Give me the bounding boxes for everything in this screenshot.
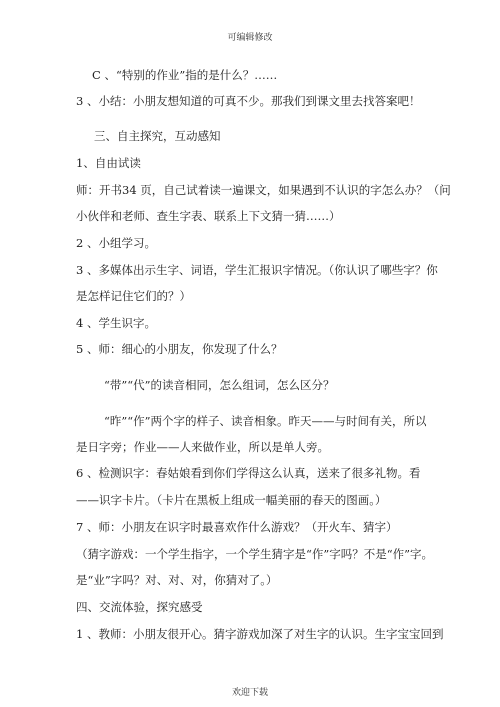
text-line: 小伙伴和老师、查生字表、联系上下文猜一猜……） [76,209,341,223]
text-line: 1 、教师：小朋友很开心。猜字游戏加深了对生字的认识。生字宝宝回到 [76,627,444,641]
text-line: 是“业”字吗？对、对、对，你猜对了。） [76,573,278,587]
text-line: 5 、师：细心的小朋友，你发现了什么？ [76,342,283,356]
text-line: 1、自由试读 [76,156,141,170]
text-line: 3 、多媒体出示生字、词语，学生汇报识字情况。（你认识了哪些字？你 [76,263,438,277]
text-line: 3 、小结：小朋友想知道的可真不少。那我们到课文里去找答案吧！ [76,94,421,108]
text-line: 是怎样记住它们的？） [76,289,191,303]
section-heading: 四、交流体验，探究感受 [76,600,203,614]
text-line: 师：开书34 页，自己试着读一遍课文，如果遇到不认识的字怎么办？（问 [76,183,451,197]
text-line: 4 、学生识字。 [76,316,156,330]
page-footer: 欢迎下载 [231,688,268,698]
text-line: （猜字游戏：一个学生指字，一个学生猜字是“作”字吗？不是“作”字。 [76,547,434,561]
text-line: “带”“代”的读音相同，怎么组词，怎么区分？ [104,378,335,392]
text-line: 2 、小组学习。 [76,236,156,250]
section-heading: 三、自主探究，互动感知 [94,129,221,143]
text-line: C 、“特别的作业”指的是什么？…… [92,68,278,82]
text-line: 6 、检测识字：春姑娘看到你们学得这么认真，送来了很多礼物。看 [76,466,421,480]
page-header: 可编辑修改 [227,33,273,43]
text-line: “昨”“作”两个字的样子、读音相象。昨天——与时间有关，所以 [104,414,427,428]
text-line: 7 、师：小朋友在识字时最喜欢作什么游戏？（开火车、猜字） [76,520,398,534]
text-line: ——识字卡片。（卡片在黑板上组成一幅美丽的春天的图画。） [76,493,387,507]
text-line: 是日字旁；作业——人来做作业，所以是单人旁。 [76,440,329,454]
